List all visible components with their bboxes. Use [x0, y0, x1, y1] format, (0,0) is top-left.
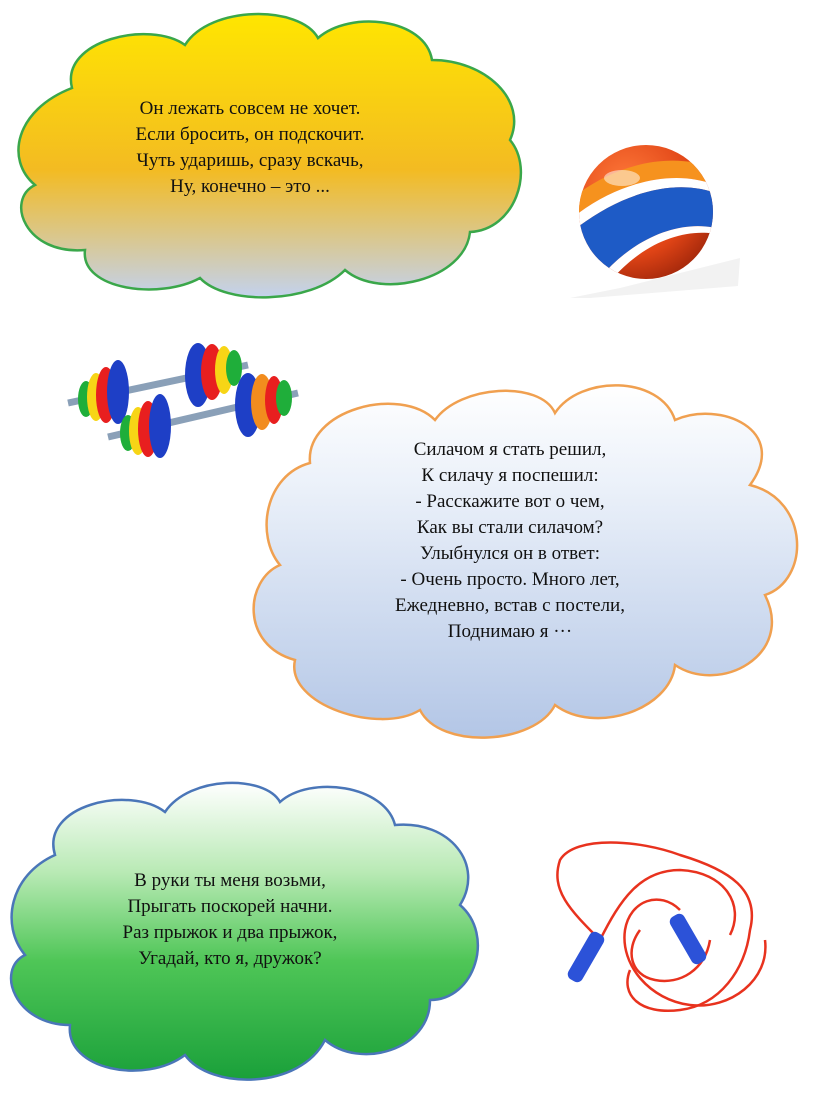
riddle-line: - Очень просто. Много лет, [400, 569, 620, 590]
riddle-line: Ежедневно, встав с постели, [395, 595, 625, 616]
riddle-line: Прыгать поскорей начни. [127, 896, 333, 917]
riddle-line: Угадай, кто я, дружок? [138, 948, 322, 969]
riddle-line: Как вы стали силачом? [416, 517, 604, 538]
ball-picture [560, 138, 750, 303]
riddle-cloud-jump-rope [0, 770, 490, 1100]
riddle-line: В руки ты меня возьми, [134, 870, 326, 891]
riddle-text-dumbbells [330, 437, 690, 645]
riddle-text-jump-rope [50, 868, 410, 972]
riddle-text-ball [60, 96, 440, 200]
riddle-line: Поднимаю я ··· [447, 621, 573, 642]
riddle-line: Ну, конечно – это ... [170, 176, 330, 197]
jump-rope-picture [530, 830, 780, 1030]
riddle-line: Силачом я стать решил, [413, 439, 607, 460]
riddle-line: К силачу я поспешил: [421, 465, 599, 486]
jump-rope-icon [530, 830, 780, 1030]
ball-icon [560, 138, 750, 303]
riddle-line: - Расскажите вот о чем, [415, 491, 605, 512]
riddle-line: Если бросить, он подскочит. [135, 124, 365, 145]
riddle-line: Улыбнулся он в ответ: [419, 543, 601, 564]
riddle-cloud-dumbbells [250, 365, 810, 750]
riddle-cloud-ball [0, 0, 540, 320]
riddle-line: Раз прыжок и два прыжок, [122, 922, 338, 943]
riddle-line: Он лежать совсем не хочет. [139, 98, 361, 119]
riddle-line: Чуть ударишь, сразу вскачь, [136, 150, 364, 171]
